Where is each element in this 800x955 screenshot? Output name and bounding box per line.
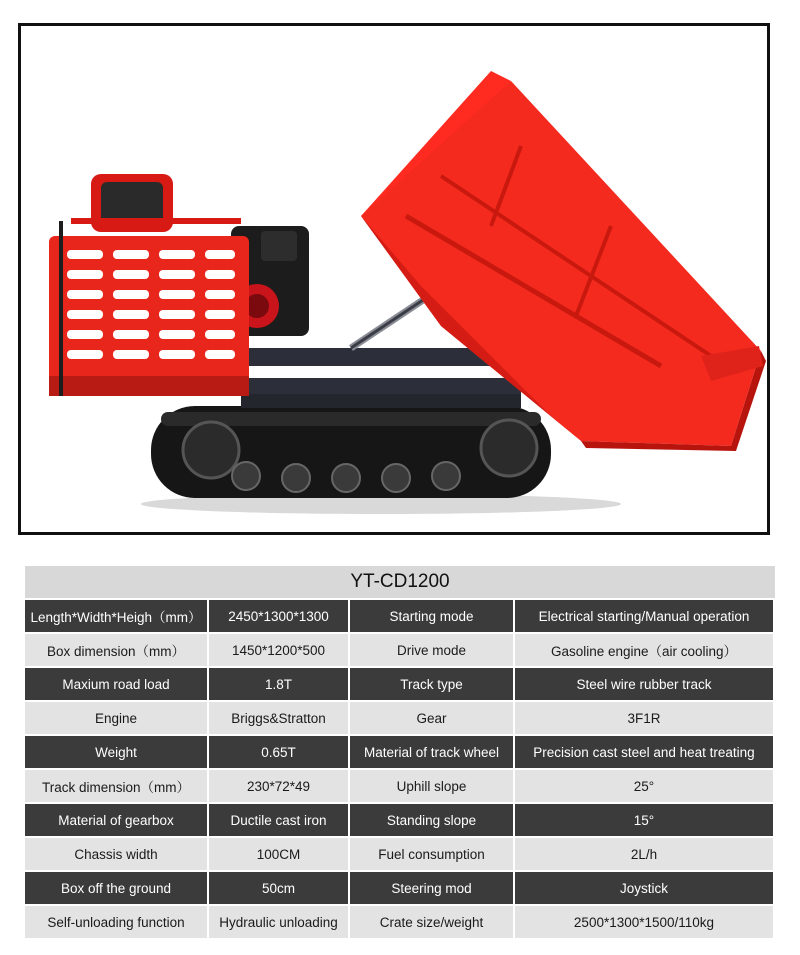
spec-value-cell: 50cm: [209, 872, 348, 904]
spec-label-cell: Length*Width*Heigh（mm）: [25, 600, 207, 632]
spec-label-2-cell: Crate size/weight: [350, 906, 513, 938]
spec-label-cell: Engine: [25, 702, 207, 734]
spec-label-2-cell: Fuel consumption: [350, 838, 513, 870]
spec-value-2-cell: 15°: [515, 804, 773, 836]
spec-value-2-cell: Electrical starting/Manual operation: [515, 600, 773, 632]
table-row: [25, 872, 775, 904]
table-row: [25, 736, 775, 768]
crawler-dumper-illustration: [21, 26, 767, 532]
spec-value-2-cell: Joystick: [515, 872, 773, 904]
table-row: [25, 600, 775, 632]
table-row: [25, 770, 775, 802]
spec-label-2-cell: Gear: [350, 702, 513, 734]
spec-value-2-cell: 3F1R: [515, 702, 773, 734]
table-row: [25, 906, 775, 938]
table-row: [25, 634, 775, 666]
table-row: [25, 804, 775, 836]
spec-value-2-cell: Gasoline engine（air cooling）: [515, 634, 773, 666]
operator-cage: [49, 174, 249, 396]
spec-table: [25, 566, 775, 940]
spec-label-2-cell: Starting mode: [350, 600, 513, 632]
spec-label-2-cell: Uphill slope: [350, 770, 513, 802]
table-row: [25, 838, 775, 870]
spec-value-cell: Ductile cast iron: [209, 804, 348, 836]
spec-label-cell: Chassis width: [25, 838, 207, 870]
spec-label-cell: Box off the ground: [25, 872, 207, 904]
spec-label-cell: Material of gearbox: [25, 804, 207, 836]
spec-value-2-cell: Precision cast steel and heat treating: [515, 736, 773, 768]
spec-rows: [25, 600, 775, 938]
table-title: YT-CD1200: [25, 566, 775, 598]
spec-value-2-cell: 2500*1300*1500/110kg: [515, 906, 773, 938]
spec-value-cell: Briggs&Stratton: [209, 702, 348, 734]
spec-value-2-cell: 25°: [515, 770, 773, 802]
spec-value-cell: Hydraulic unloading: [209, 906, 348, 938]
table-row: [25, 702, 775, 734]
spec-label-cell: Weight: [25, 736, 207, 768]
spec-label-2-cell: Steering mod: [350, 872, 513, 904]
spec-label-cell: Maxium road load: [25, 668, 207, 700]
spec-value-cell: 1.8T: [209, 668, 348, 700]
spec-label-2-cell: Material of track wheel: [350, 736, 513, 768]
spec-label-cell: Self-unloading function: [25, 906, 207, 938]
spec-label-cell: Track dimension（mm）: [25, 770, 207, 802]
spec-label-2-cell: Drive mode: [350, 634, 513, 666]
spec-value-cell: 2450*1300*1300: [209, 600, 348, 632]
spec-value-2-cell: 2L/h: [515, 838, 773, 870]
table-row: [25, 668, 775, 700]
spec-value-2-cell: Steel wire rubber track: [515, 668, 773, 700]
product-photo: [18, 23, 770, 535]
spec-value-cell: 100CM: [209, 838, 348, 870]
spec-value-cell: 0.65T: [209, 736, 348, 768]
spec-label-cell: Box dimension（mm）: [25, 634, 207, 666]
crawler-track: [151, 406, 551, 498]
spec-value-cell: 1450*1200*500: [209, 634, 348, 666]
spec-label-2-cell: Standing slope: [350, 804, 513, 836]
spec-value-cell: 230*72*49: [209, 770, 348, 802]
spec-label-2-cell: Track type: [350, 668, 513, 700]
